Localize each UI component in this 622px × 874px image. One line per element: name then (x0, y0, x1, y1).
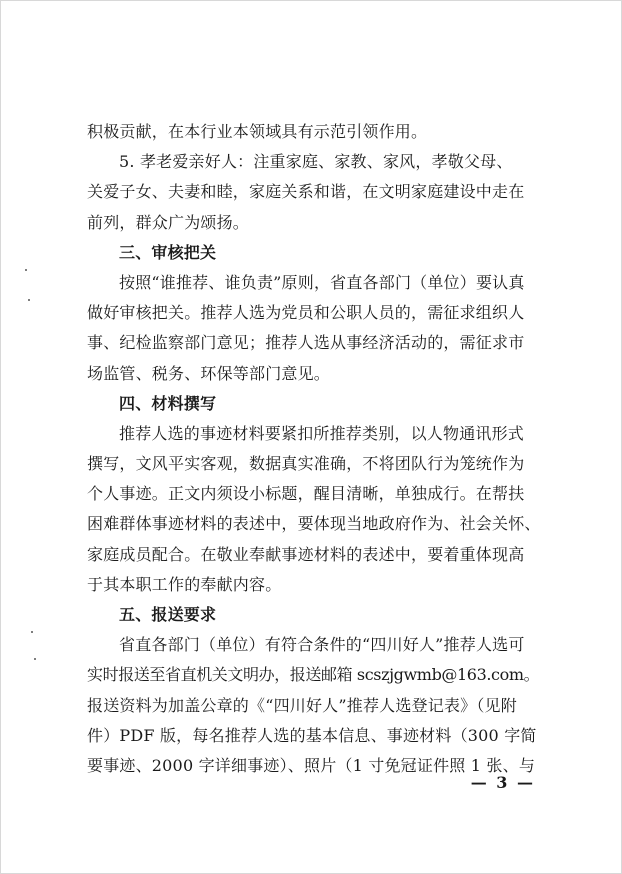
paragraph-line: 按照“谁推荐、谁负责”原则，省直各部门（单位）要认真 (119, 272, 525, 292)
scan-speck (28, 299, 30, 301)
paragraph-line: 困难群体事迹材料的表述中，要体现当地政府作为、社会关怀、 (87, 514, 541, 534)
paragraph-line: 推荐人选的事迹材料要紧扣所推荐类别，以人物通讯形式 (119, 423, 525, 443)
section-heading-submission: 五、报送要求 (119, 605, 217, 624)
paragraph-line: 家庭成员配合。在敬业奉献事迹材料的表述中，要着重体现高 (87, 544, 525, 564)
paragraph-line: 报送资料为加盖公章的《“四川好人”推荐人选登记表》（见附 (87, 695, 517, 715)
paragraph-line-email: 实时报送至省直机关文明办，报送邮箱 scszjgwmb@163.com。 (87, 665, 540, 685)
paragraph-line: 事、纪检监察部门意见；推荐人选从事经济活动的，需征求市 (87, 333, 525, 353)
paragraph-line: 做好审核把关。推荐人选为党员和公职人员的，需征求组织人 (87, 303, 525, 323)
item-5-line: 5. 孝老爱亲好人：注重家庭、家教、家风，孝敬父母、 (119, 152, 513, 172)
paragraph-line: 于其本职工作的奉献内容。 (87, 574, 282, 594)
section-heading-materials: 四、材料撰写 (119, 393, 217, 413)
paragraph-line: 积极贡献，在本行业本领域具有示范引领作用。 (87, 122, 428, 141)
paragraph-line: 场监管、税务、环保等部门意见。 (87, 363, 331, 383)
paragraph-line: 件）PDF 版，每名推荐人选的基本信息、事迹材料（300 字简 (87, 725, 537, 745)
section-heading-review: 三、审核把关 (119, 242, 217, 262)
scan-speck (34, 658, 36, 660)
paragraph-line: 要事迹、2000 字详细事迹）、照片（1 寸免冠证件照 1 张、与 (87, 755, 536, 775)
document-body (87, 117, 543, 781)
scan-speck (25, 269, 27, 271)
page-number: — 3 — (470, 773, 535, 792)
paragraph-line: 省直各部门（单位）有符合条件的“四川好人”推荐人选可 (119, 635, 525, 655)
paragraph-line: 前列，群众广为颂扬。 (87, 212, 250, 232)
paragraph-line: 撰写，文风平实客观，数据真实准确，不将团队行为笼统作为 (87, 454, 525, 474)
paragraph-line: 关爱子女、夫妻和睦，家庭关系和谐，在文明家庭建设中走在 (87, 182, 525, 202)
paragraph-line: 个人事迹。正文内须设小标题，醒目清晰，单独成行。在帮扶 (87, 484, 525, 504)
scan-speck (31, 631, 33, 633)
